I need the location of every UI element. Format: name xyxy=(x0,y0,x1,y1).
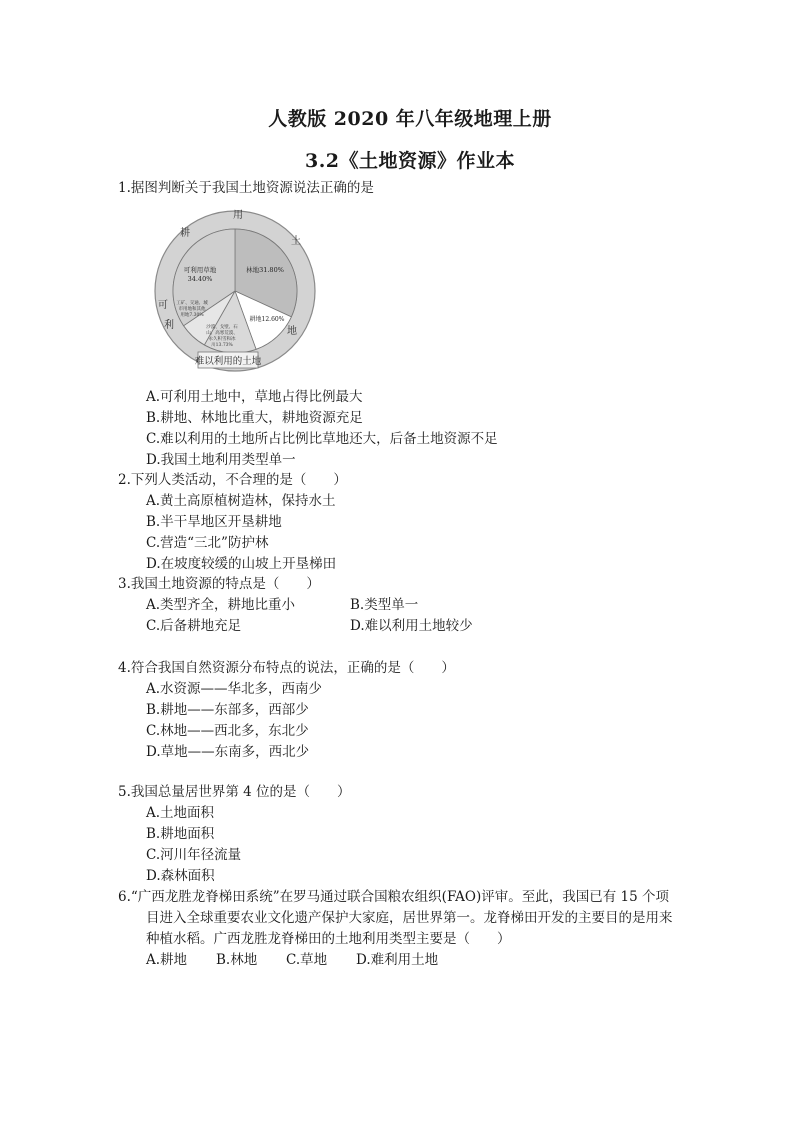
question-4-option-a: A.水资源——华北多，西南少 xyxy=(146,681,323,697)
ring-char-6: 利 xyxy=(164,320,174,331)
question-1-option-d: D.我国土地利用类型单一 xyxy=(146,452,296,468)
question-1-option-b: B.耕地、林地比重大，耕地资源充足 xyxy=(146,410,363,426)
question-5-option-d: D.森林面积 xyxy=(146,868,215,884)
question-5-stem: 5.我国总量居世界第 4 位的是（ ） xyxy=(118,784,351,800)
slice-label-farmland: 耕地12.60% xyxy=(249,316,285,323)
question-6-option-b: B.林地 xyxy=(216,952,258,968)
question-6-option-a: A.耕地 xyxy=(146,952,188,968)
land-use-pie-chart xyxy=(150,206,320,376)
question-2-option-a: A.黄土高原植树造林，保持水土 xyxy=(146,493,336,509)
ring-char-2: 用 xyxy=(233,210,243,221)
question-6-stem-line-3: 种植水稻。广西龙胜龙脊梯田的土地利用类型主要是（ ） xyxy=(146,931,511,947)
slice-label-barren-3: 永久积雪和冰 xyxy=(208,337,236,342)
question-6-stem-line-2: 目进入全球重要农业文化遗产保护大家庭，居世界第一。龙脊梯田开发的主要目的是用来 xyxy=(146,910,673,926)
ring-char-4: 地 xyxy=(287,326,297,337)
slice-label-barren-4: 川13.73% xyxy=(211,343,233,348)
slice-label-urban-1: 工矿、交通、城 xyxy=(176,301,208,306)
slice-label-barren-2: 山、高寒荒漠、 xyxy=(206,331,238,336)
question-2-option-d: D.在坡度较缓的山坡上开垦梯田 xyxy=(146,556,337,572)
slice-label-grass-2: 34.40% xyxy=(187,275,213,283)
question-2-option-c: C.营造“三北”防护林 xyxy=(146,535,269,551)
slice-label-grass-1: 可利用草地 xyxy=(183,266,217,274)
question-4-option-d: D.草地——东南多，西北少 xyxy=(146,744,310,760)
slice-label-urban-2: 市用地和其他 xyxy=(178,307,206,312)
question-3-option-b: B.类型单一 xyxy=(350,597,419,613)
question-2-stem: 2.下列人类活动，不合理的是（ ） xyxy=(118,472,347,488)
question-6-stem-line-1: 6.“广西龙胜龙脊梯田系统”在罗马通过联合国粮农组织(FAO)评审。至此，我国已有 15 个项 xyxy=(118,889,669,905)
question-3-option-c: C.后备耕地充足 xyxy=(146,618,242,634)
page-title: 人教版 2020 年八年级地理上册 xyxy=(268,108,552,130)
ring-char-3: 土 xyxy=(291,236,301,247)
slice-label-barren-1: 沙漠、戈壁、石 xyxy=(206,325,238,330)
ring-char-5: 可 xyxy=(158,300,168,311)
question-1-option-c: C.难以利用的土地所占比例比草地还大，后备土地资源不足 xyxy=(146,431,498,447)
question-5-option-c: C.河川年径流量 xyxy=(146,847,242,863)
page-subtitle: 3.2《土地资源》作业本 xyxy=(304,150,516,172)
question-1-option-a: A.可利用土地中，草地占得比例最大 xyxy=(146,389,363,405)
question-3-option-d: D.难以利用土地较少 xyxy=(350,618,473,634)
slice-label-forest: 林地31.80% xyxy=(246,266,284,274)
question-6-option-d: D.难利用土地 xyxy=(356,952,439,968)
question-2-option-b: B.半干旱地区开垦耕地 xyxy=(146,514,282,530)
slice-label-urban-3: 用地7.30% xyxy=(180,313,204,318)
ring-char-1: 耕 xyxy=(180,228,190,239)
question-4-option-b: B.耕地——东部多，西部少 xyxy=(146,702,309,718)
question-4-option-c: C.林地——西北多，东北少 xyxy=(146,723,309,739)
question-3-stem: 3.我国土地资源的特点是（ ） xyxy=(118,576,320,592)
question-4-stem: 4.符合我国自然资源分布特点的说法，正确的是（ ） xyxy=(118,660,455,676)
bottom-label-text: 难以利用的土地 xyxy=(194,356,262,367)
pie-svg xyxy=(150,206,320,376)
question-3-option-a: A.类型齐全，耕地比重小 xyxy=(146,597,296,613)
question-5-option-b: B.耕地面积 xyxy=(146,826,215,842)
question-6-option-c: C.草地 xyxy=(286,952,328,968)
question-1-stem: 1.据图判断关于我国土地资源说法正确的是 xyxy=(118,180,374,196)
question-5-option-a: A.土地面积 xyxy=(146,805,215,821)
